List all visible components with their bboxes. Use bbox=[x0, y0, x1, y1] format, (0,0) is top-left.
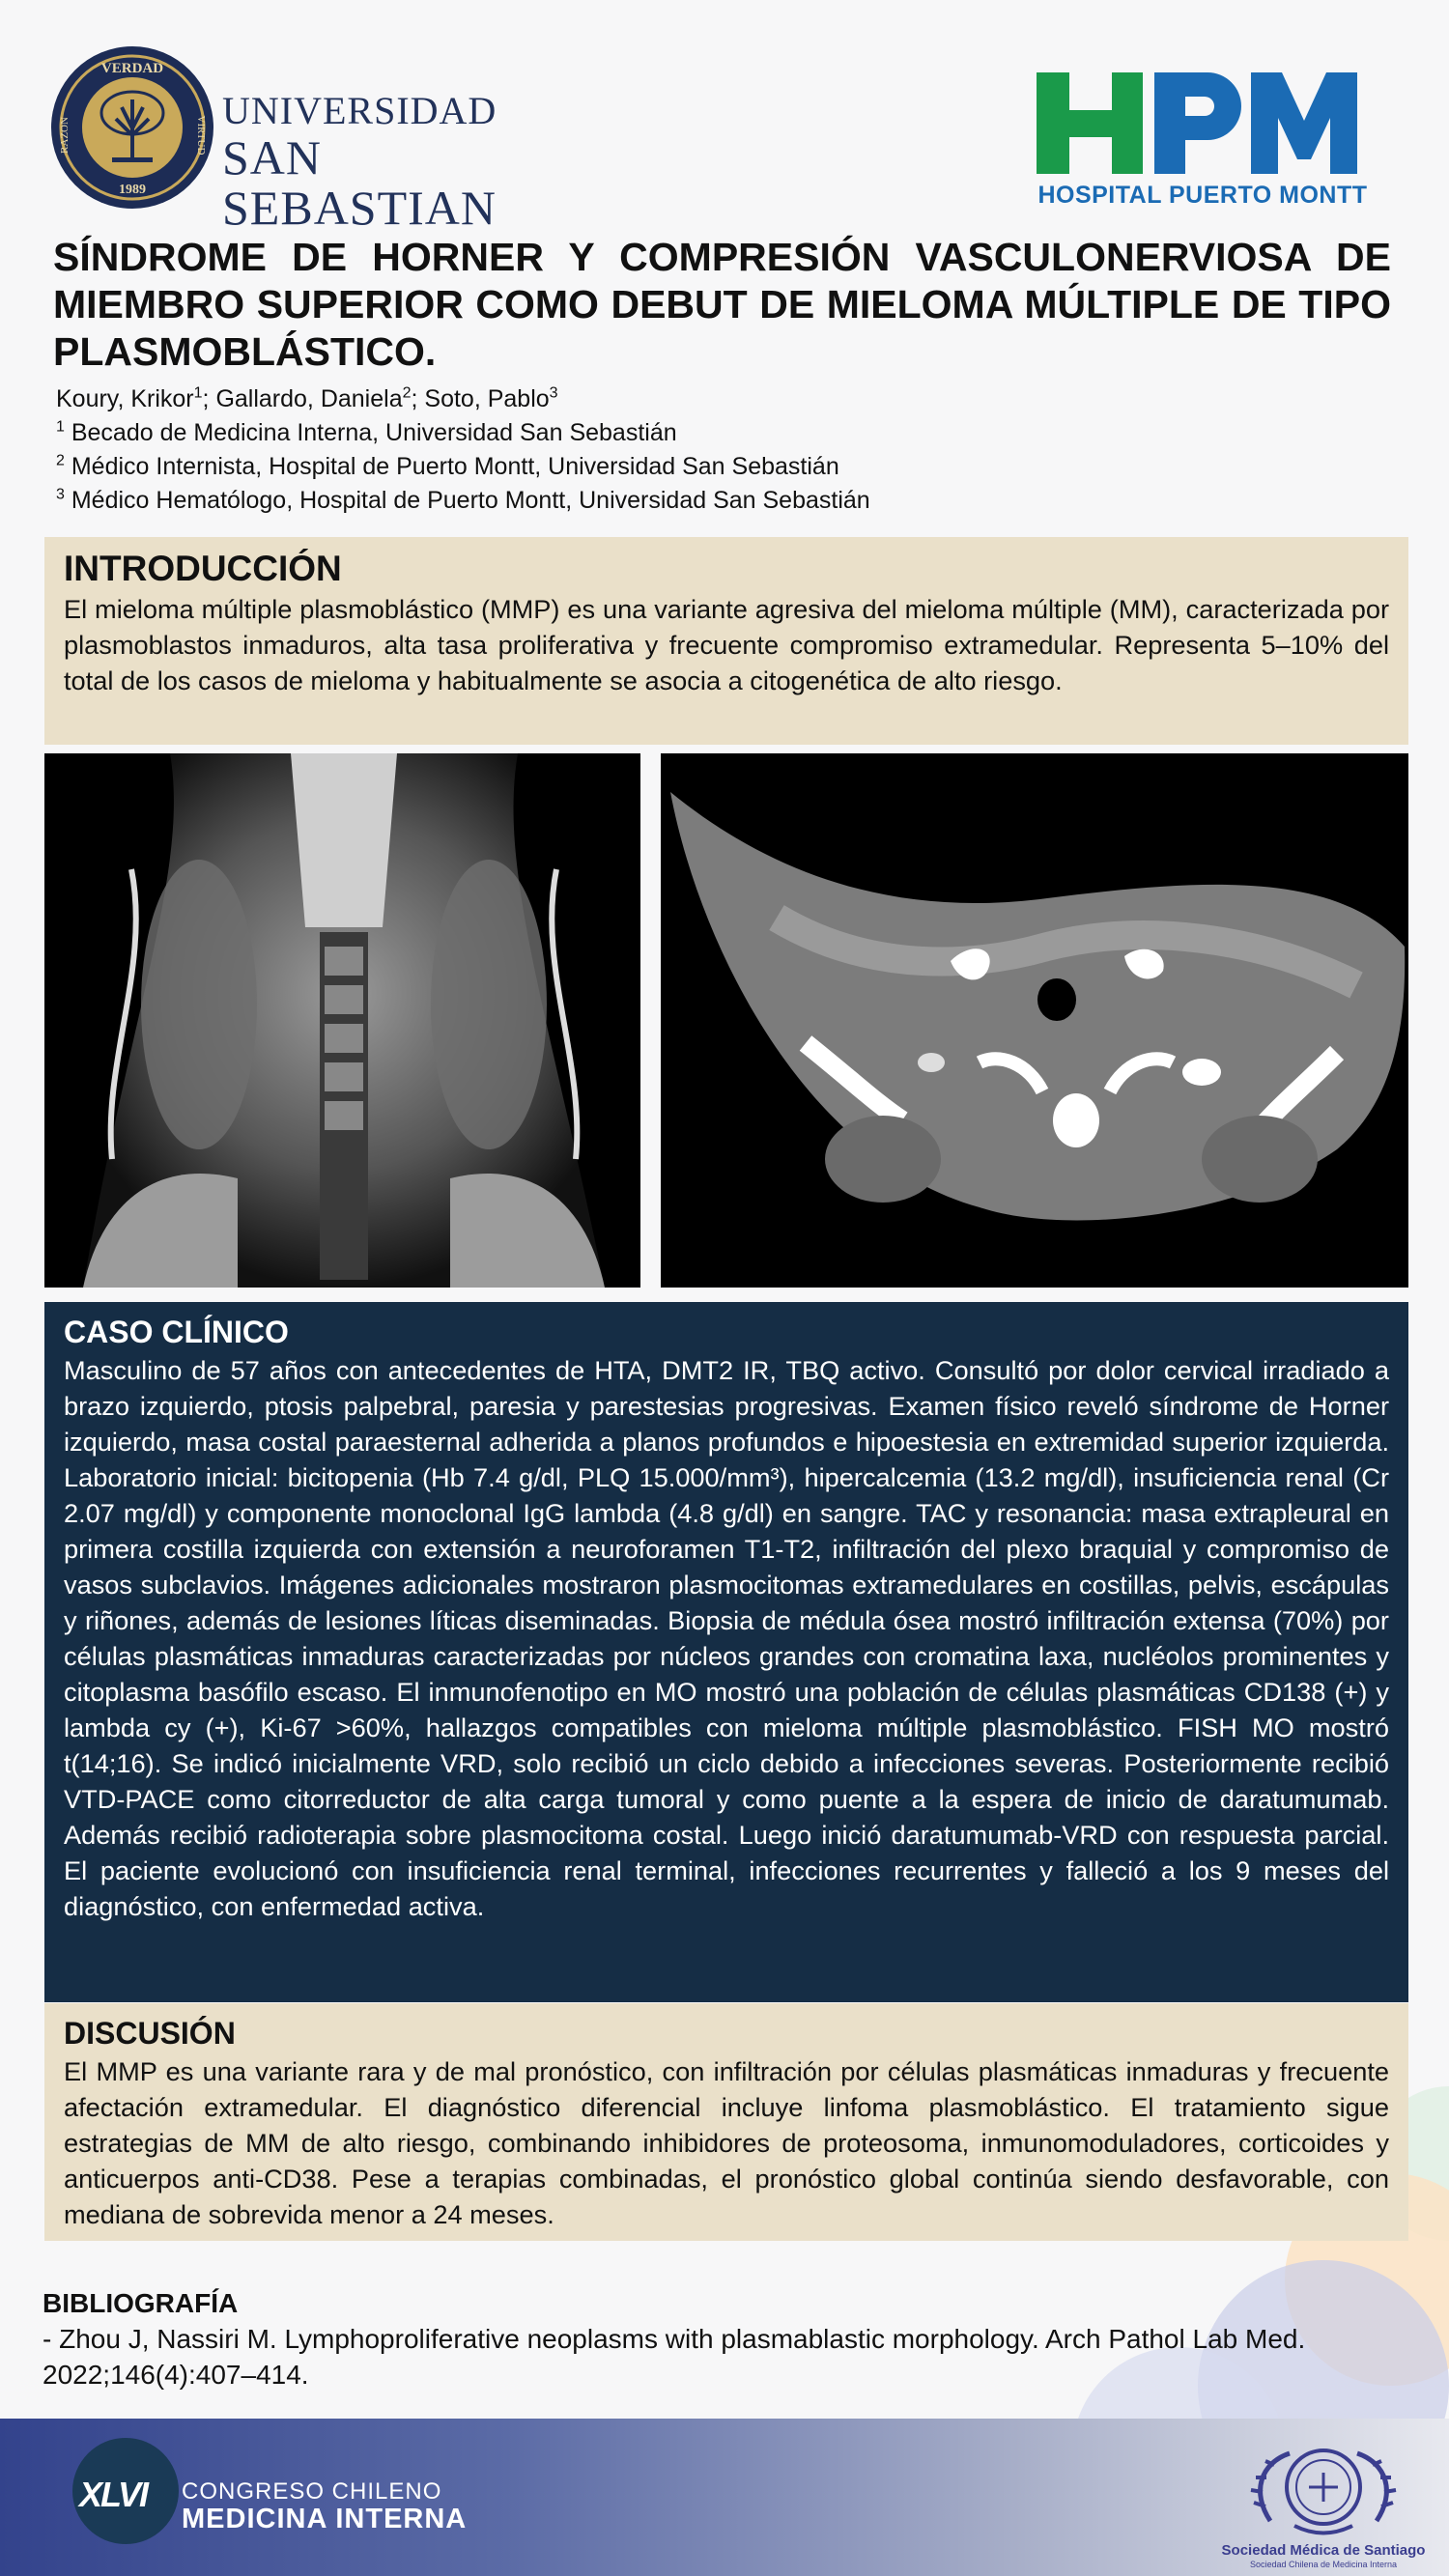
author-name: ; Soto, Pablo bbox=[411, 385, 550, 412]
page-title: SÍNDROME DE HORNER Y COMPRESIÓN VASCULONERVIOSA DE MIEMBRO SUPERIOR COMO DEBUT DE MIELOMA MÚLTIPLE DE TIPO PLASMOBLÁSTICO. bbox=[53, 235, 1391, 374]
university-line1: UNIVERSIDAD bbox=[222, 89, 497, 132]
congress-badge-text: XLVI bbox=[79, 2475, 148, 2514]
society-name: Sociedad Médica de Santiago bbox=[1221, 2542, 1426, 2559]
society-logo bbox=[1212, 2434, 1435, 2569]
discussion-heading: DISCUSIÓN bbox=[64, 2016, 236, 2051]
society-subtitle: Sociedad Chilena de Medicina Interna bbox=[1249, 2560, 1398, 2569]
university-seal-icon bbox=[48, 43, 217, 212]
bibliography-reference: - Zhou J, Nassiri M. Lymphoproliferative neoplasms with plasmablastic morphology. Arch Pathol Lab Med. 2022;146(4):407–414. bbox=[43, 2324, 1306, 2390]
author-sup: 2 bbox=[402, 384, 412, 402]
authors-block bbox=[56, 382, 1389, 518]
seal-right-text: VIRTUD bbox=[195, 115, 207, 156]
introduction-section bbox=[44, 537, 1408, 745]
introduction-heading: INTRODUCCIÓN bbox=[64, 549, 342, 588]
mri-coronal-icon bbox=[44, 753, 640, 1288]
author-sup: 3 bbox=[549, 384, 558, 402]
hpm-letters: HPM bbox=[1029, 68, 1032, 69]
clinical-case-section bbox=[44, 1302, 1408, 2002]
university-logo bbox=[48, 43, 589, 235]
congress-name bbox=[182, 2478, 467, 2533]
affiliation-sup: 1 bbox=[56, 418, 65, 436]
clinical-case-text: Masculino de 57 años con antecedentes de HTA, DMT2 IR, TBQ activo. Consultó por dolor cervical irradiado a brazo izquierdo, ptosis palpebral, paresia y parestesias progresivas. Examen físico reveló síndrome de Horner izquierdo, masa costal paraesternal adherida a planos profundos e hipoestesia en extremidad superior izquierda. Laboratorio inicial: bicitopenia (Hb 7.4 g/dl, PLQ 15.000/mm³), hipercalcemia (13.2 mg/dl), insuficiencia renal (Cr 2.07 mg/dl) y componente monoclonal IgG lambda (4.8 g/dl) en sangre. TAC y resonancia: masa extrapleural en primera costilla izquierda con extensión a neuroforamen T1-T2, infiltración del plexo braquial y compromiso de vasos subclavios. Imágenes adicionales mostraron plasmocitomas extramedulares en costillas, pelvis, escápulas y riñones, además de lesiones líticas diseminadas. Biopsia de médula ósea mostró infiltración extensa (70%) por células plasmáticas inmaduras caracterizadas por núcleos grandes con cromatina laxa, nucléolos prominentes y citoplasma basófilo escaso. El inmunofenotipo en MO mostró una población de células plasmáticas CD138 (+) y lambda cy (+), Ki-67 >60%, hallazgos compatibles con mieloma múltiple plasmoblástico. FISH MO mostró t(14;16). Se indicó inicialmente VRD, solo recibió un ciclo debido a infecciones severas. Posteriormente recibió VTD-PACE como citorreductor de alta carga tumoral y como puente a la espera de inicio de daratumumab. Además recibió radioterapia sobre plasmocitoma costal. Luego inició daratumumab-VRD con respuesta parcial. El paciente evolucionó con insuficiencia renal terminal, infecciones recurrentes y falleció a los 9 meses del diagnóstico, con enfermedad activa. bbox=[64, 1355, 1389, 1921]
affiliation-text: Becado de Medicina Interna, Universidad San Sebastián bbox=[64, 419, 677, 446]
clinical-case-heading: CASO CLÍNICO bbox=[64, 1315, 289, 1349]
affiliation-2 bbox=[56, 450, 1389, 484]
author-list bbox=[56, 382, 1389, 416]
discussion-text: El MMP es una variante rara y de mal pronóstico, con infiltración por células plasmáticas inmaduras y frecuente afectación extramedular. El diagnóstico diferencial incluye linfoma plasmoblástico. El tratamiento sigue estrategias de MM de alto riesgo, combinando inhibidores de proteosoma, inmunomoduladores, corticoides y anticuerpos anti-CD38. Pese a terapias combinadas, el pronóstico global continúa siendo desfavorable, con mediana de sobrevida menor a 24 meses. bbox=[64, 2056, 1389, 2229]
discussion-section bbox=[44, 2003, 1408, 2241]
author-name: ; Gallardo, Daniela bbox=[202, 385, 403, 412]
author-sup: 1 bbox=[193, 384, 203, 402]
hospital-logo bbox=[1029, 68, 1381, 212]
affiliation-3 bbox=[56, 484, 1389, 518]
author-name: Koury, Krikor bbox=[56, 385, 194, 412]
coronal-mri-image bbox=[44, 753, 640, 1288]
society-seal-icon bbox=[1212, 2434, 1435, 2540]
university-line2: SAN SEBASTIAN bbox=[222, 130, 497, 235]
axial-ct-image bbox=[661, 753, 1408, 1288]
university-wordmark bbox=[222, 90, 589, 233]
seal-year-text: 1989 bbox=[119, 183, 146, 197]
seal-top-text: VERDAD bbox=[100, 61, 164, 76]
affiliation-text: Médico Internista, Hospital de Puerto Montt, Universidad San Sebastián bbox=[64, 453, 839, 480]
hpm-logo-icon bbox=[1029, 68, 1377, 179]
congress-line1: CONGRESO CHILENO bbox=[182, 2478, 442, 2505]
affiliation-sup: 3 bbox=[56, 486, 65, 503]
congress-line2: MEDICINA INTERNA bbox=[182, 2504, 468, 2534]
bibliography-heading: BIBLIOGRAFÍA bbox=[43, 2288, 239, 2318]
affiliation-text: Médico Hematólogo, Hospital de Puerto Montt, Universidad San Sebastián bbox=[64, 487, 870, 514]
affiliation-sup: 2 bbox=[56, 452, 65, 469]
ct-axial-icon bbox=[661, 753, 1408, 1288]
affiliation-1 bbox=[56, 416, 1389, 450]
introduction-text: El mieloma múltiple plasmoblástico (MMP) es una variante agresiva del mieloma múltiple (MM), caracterizada por plasmoblastos inmaduros, alta tasa proliferativa y frecuente compromiso extramedular. Representa 5–10% del total de los casos de mieloma y habitualmente se asocia a citogenética de alto riesgo. bbox=[64, 594, 1389, 695]
bibliography-section bbox=[43, 2285, 1434, 2392]
seal-left-text: RAZON bbox=[59, 117, 71, 154]
hospital-name: HOSPITAL PUERTO MONTT bbox=[1037, 182, 1368, 209]
